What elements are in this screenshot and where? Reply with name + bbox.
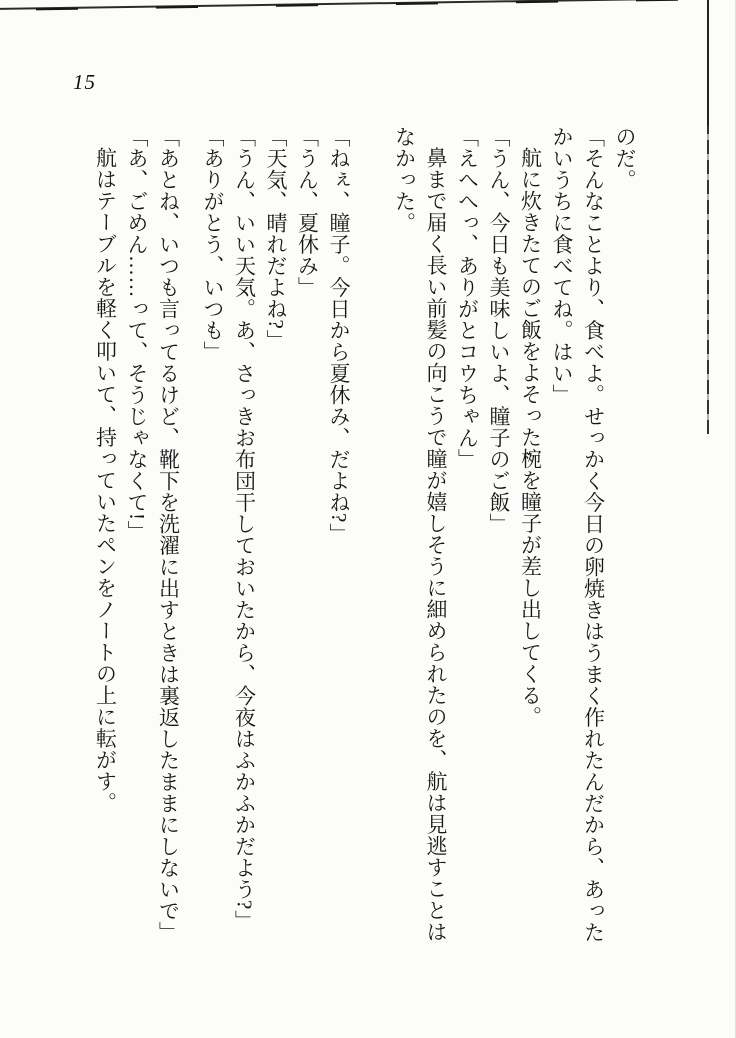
- text-column: のだ。: [613, 126, 637, 191]
- text-block: [89, 126, 640, 952]
- text-column: かいうちに食べてね。はい」: [550, 126, 574, 406]
- text-column: 「あ、ごめん……って、そうじゃなくて!」: [125, 126, 149, 542]
- text-column: 「天気、晴れだよね?」: [264, 126, 288, 351]
- page-top-border: [0, 0, 736, 10]
- text-column: 航はテーブルを軽く叩いて、持っていたペンをノートの上に転がす。: [93, 147, 118, 814]
- text-column: 鼻まで届く長い前髪の向こうで瞳が嬉しそうに細められたのを、航は見逃すことは: [424, 147, 448, 943]
- text-column: 「そんなことより、食べよ。せっかく今日の卵焼きはうまく作れたんだから、あった: [581, 126, 606, 943]
- text-column: 「うん、夏休み」: [295, 126, 320, 298]
- scan-gutter-line: [707, 0, 709, 434]
- page-number: 15: [73, 70, 96, 94]
- text-column: 「ねぇ、瞳子。今日から夏休み、だよね?」: [327, 126, 351, 545]
- text-column: 「あとね、いつも言ってるけど、靴下を洗濯に出すときは裏返したままにしないで」: [156, 126, 181, 943]
- text-column: 「うん、今日も美味しいよ、瞳子のご飯」: [487, 126, 511, 535]
- text-column: なかった。: [392, 126, 417, 234]
- text-column: 「うん、いい天気。あ、さっきお布団干しておいたから、今夜はふかふかだよう?」: [232, 126, 257, 932]
- text-column: 「ありがとう、いつも」: [201, 126, 225, 363]
- text-column: 「えへへっ、ありがとコウちゃん」: [455, 126, 480, 470]
- text-column: 航に炊きたてのご飯をよそった椀を瞳子が差し出してくる。: [518, 147, 543, 728]
